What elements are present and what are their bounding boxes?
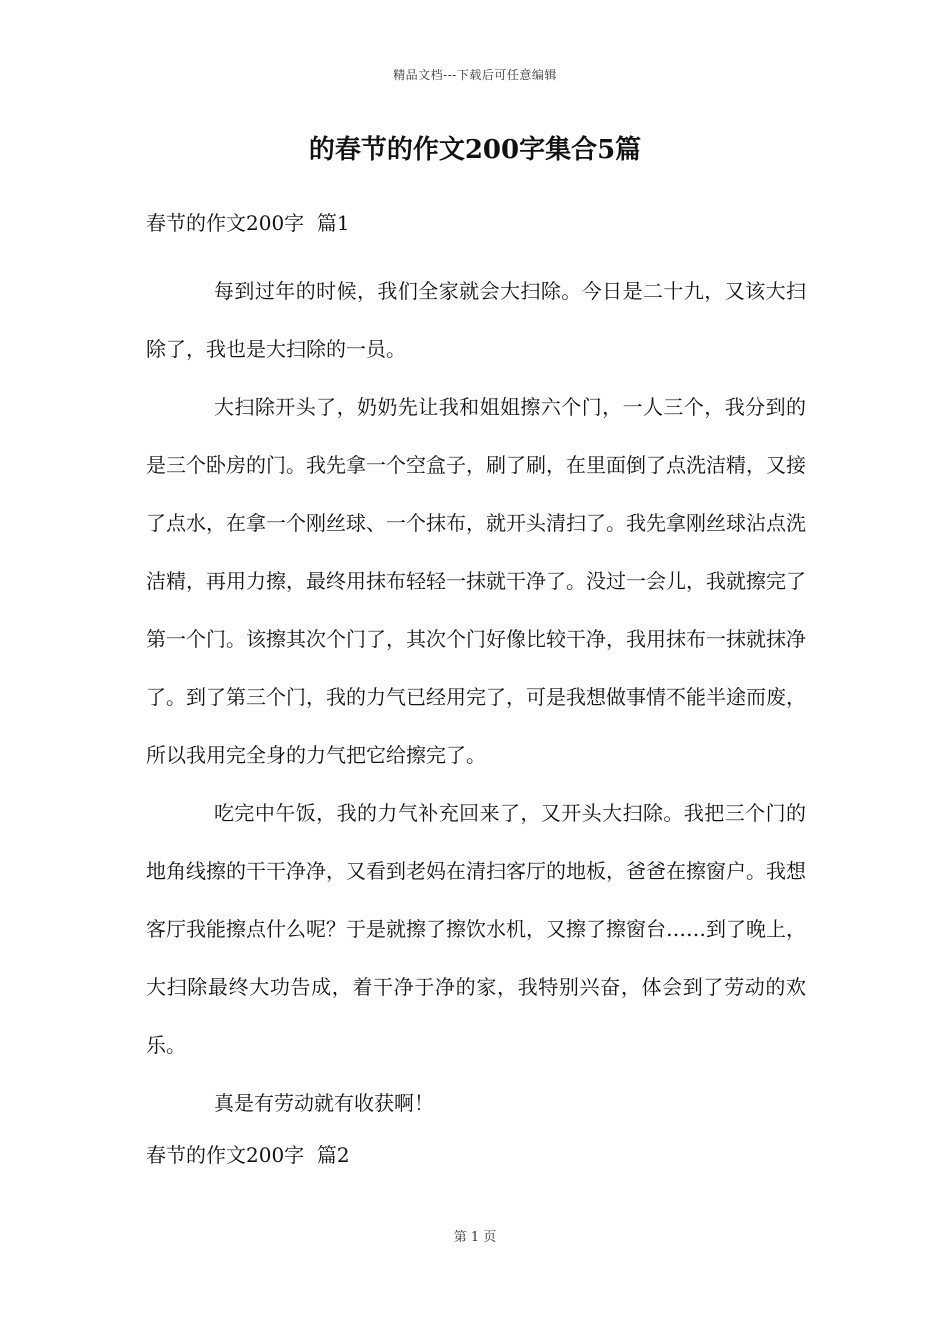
paragraph-1: 每到过年的时候，我们全家就会大扫除。今日是二十九，又该大扫除了，我也是大扫除的一员。 [146, 279, 806, 361]
section-heading-2: 春节的作文200字 篇2 [146, 1143, 350, 1167]
paragraph-4: 真是有劳动就有收获啊！ [214, 1091, 434, 1115]
paragraph-3: 吃完中午饭，我的力气补充回来了，又开头大扫除。我把三个门的地角线擦的干干净净，又看到老妈在清扫客厅的地板，爸爸在擦窗户。我想客厅我能擦点什么呢？于是就擦了擦饮水机，又擦了擦窗台……到了晚上，大扫除最终大功告成，着干净于净的家，我特别兴奋，体会到了劳动的欢乐。 [146, 801, 806, 1057]
section-heading-1: 春节的作文200字 篇1 [146, 211, 350, 235]
page-header: 精品文档---下载后可任意编辑 [393, 68, 557, 82]
document-body [146, 204, 806, 1194]
paragraph-2: 大扫除开头了，奶奶先让我和姐姐擦六个门，一人三个，我分到的是三个卧房的门。我先拿一个空盒子，刷了刷，在里面倒了点洗洁精，又接了点水，在拿一个刚丝球、一个抹布，就开头清扫了。我先拿刚丝球沾点洗洁精，再用力擦，最终用抹布轻轻一抹就干净了。没过一会儿，我就擦完了第一个门。该擦其次个门了，其次个门好像比较干净，我用抹布一抹就抹净了。到了第三个门，我的力气已经用完了，可是我想做事情不能半途而废，所以我用完全身的力气把它给擦完了。 [146, 395, 806, 767]
page-number: 第 1 页 [453, 1230, 497, 1245]
document-title: 的春节的作文200字集合5篇 [308, 135, 642, 165]
